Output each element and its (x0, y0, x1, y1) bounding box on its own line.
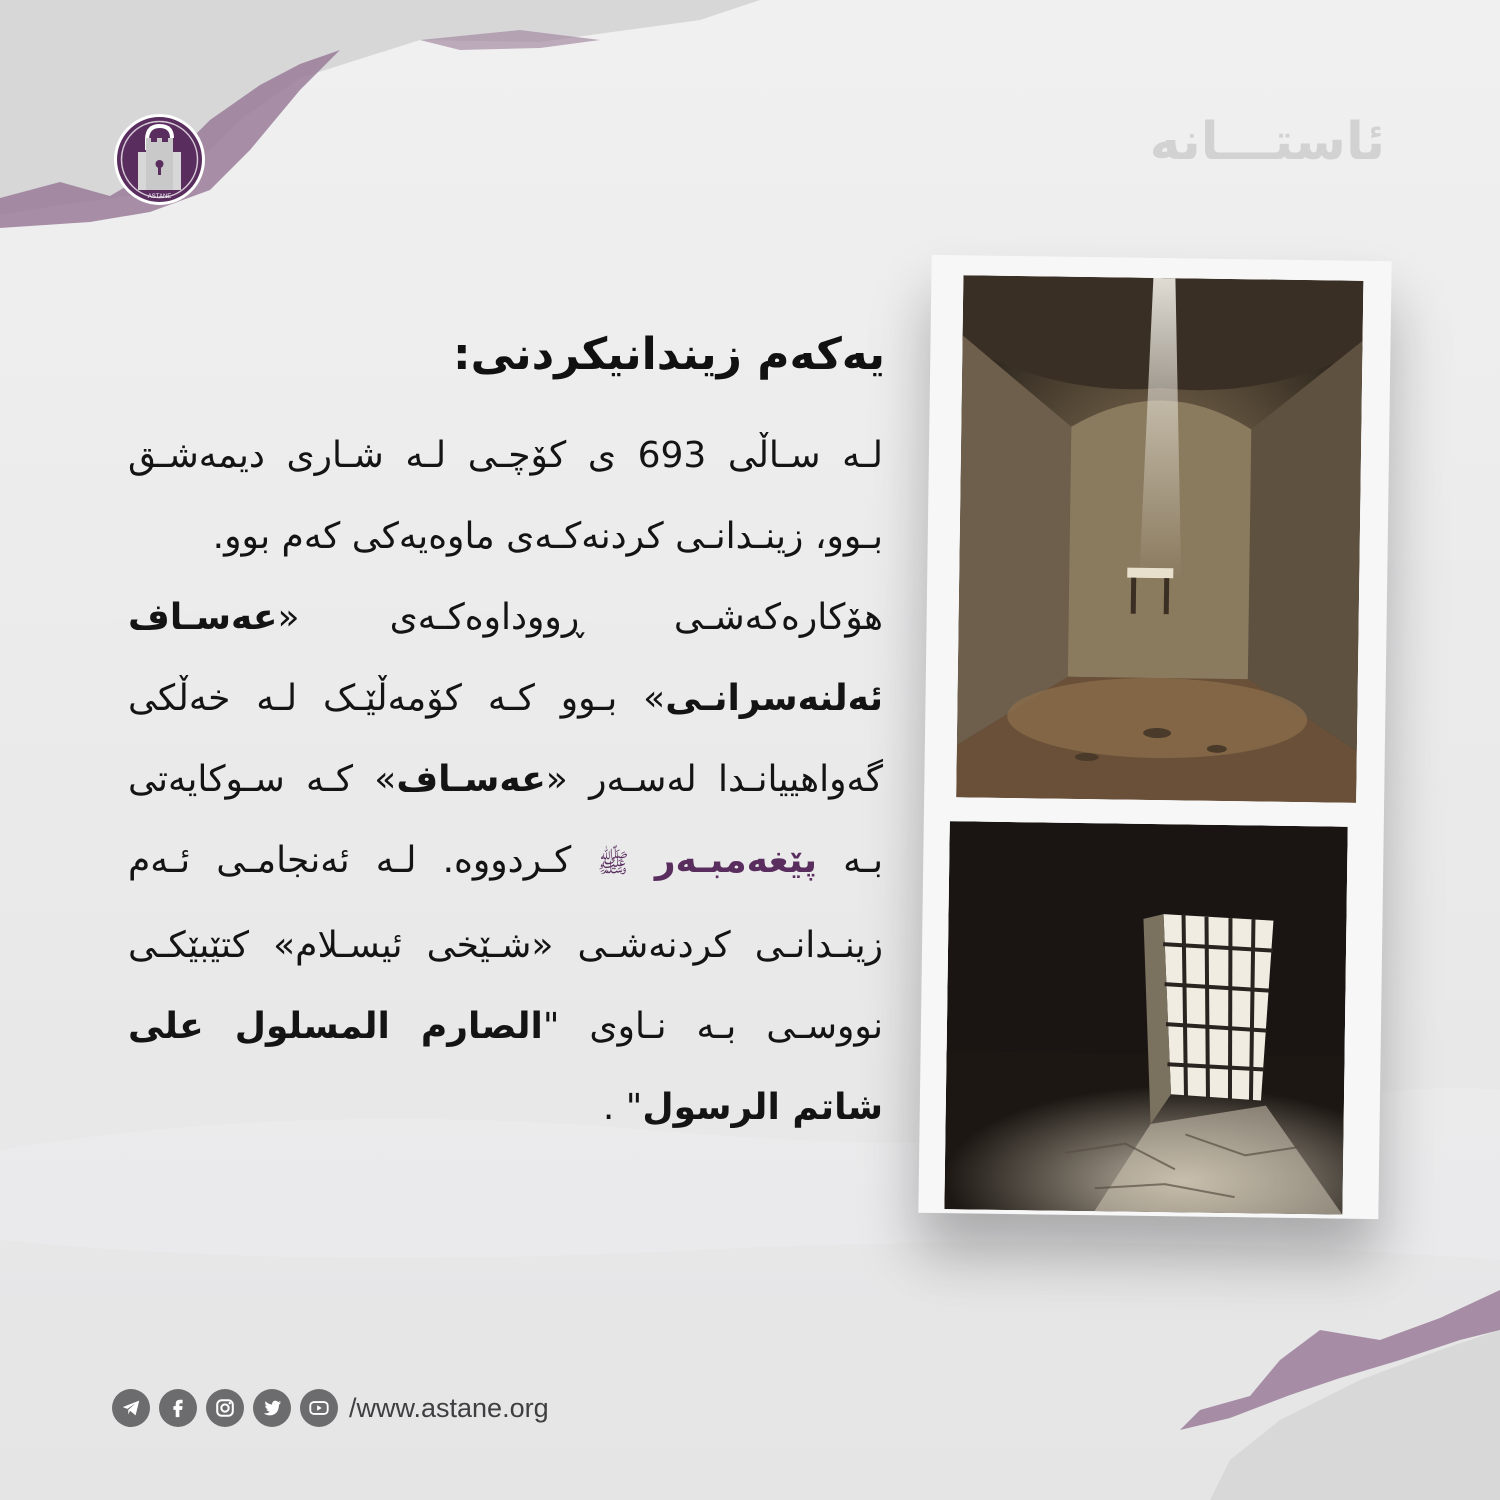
text-run: " . (602, 1087, 643, 1128)
article-heading: یەکەم زیندانیکردنی: (452, 329, 885, 381)
telegram-icon[interactable] (112, 1389, 150, 1427)
paragraph-2 (128, 577, 883, 1148)
highlight-assaf-alnasrani: عەسـاف ئەلنەسرانـی (128, 597, 883, 719)
highlight-prophet: پێغەمبـەر (654, 840, 818, 881)
photo-frame (918, 255, 1391, 1219)
text-run: کـردووە. لـه ئەنجامـی ئـەم زینـدانـی کردنەشـی «شـێخی ئیسـلام» کتێبێکـی نووسـی بـه نـاوی " (128, 840, 884, 1047)
prison-cell-chair-photo (956, 275, 1363, 803)
book-title: الصارم المسلول على شاتم الرسول (128, 1006, 883, 1128)
paragraph-1: لـه سـاڵی 693 ی کۆچـی لـه شـاری دیمەشـق بـوو، زینـدانـی کردنەکـەی ماوەیەکی کەم بوو. (128, 435, 883, 557)
facebook-icon[interactable] (159, 1389, 197, 1427)
logo-label: ASTANE (147, 194, 172, 200)
text-run: » کـه سـوکایەتی بـه (128, 759, 883, 881)
highlight-assaf: عەسـاف (396, 759, 546, 800)
twitter-icon[interactable] (253, 1389, 291, 1427)
text-run: » بـوو کـه کۆمەڵێـک لـه خەڵکی گەواهییانـدا لەسـەر « (128, 678, 883, 800)
honorific-glyph: ﷺ (597, 849, 629, 879)
astane-logo (112, 112, 207, 207)
website-link[interactable]: /www.astane.org (349, 1392, 549, 1423)
footer (112, 1388, 549, 1428)
instagram-icon[interactable] (206, 1389, 244, 1427)
youtube-icon[interactable] (300, 1389, 338, 1427)
brand-wordmark: ئاستـــانه (1149, 112, 1385, 172)
prison-barred-window-photo (944, 821, 1347, 1215)
article-body (128, 415, 883, 1148)
text-run: هۆکارەکەشـی ڕووداوەکـەی « (277, 597, 883, 638)
